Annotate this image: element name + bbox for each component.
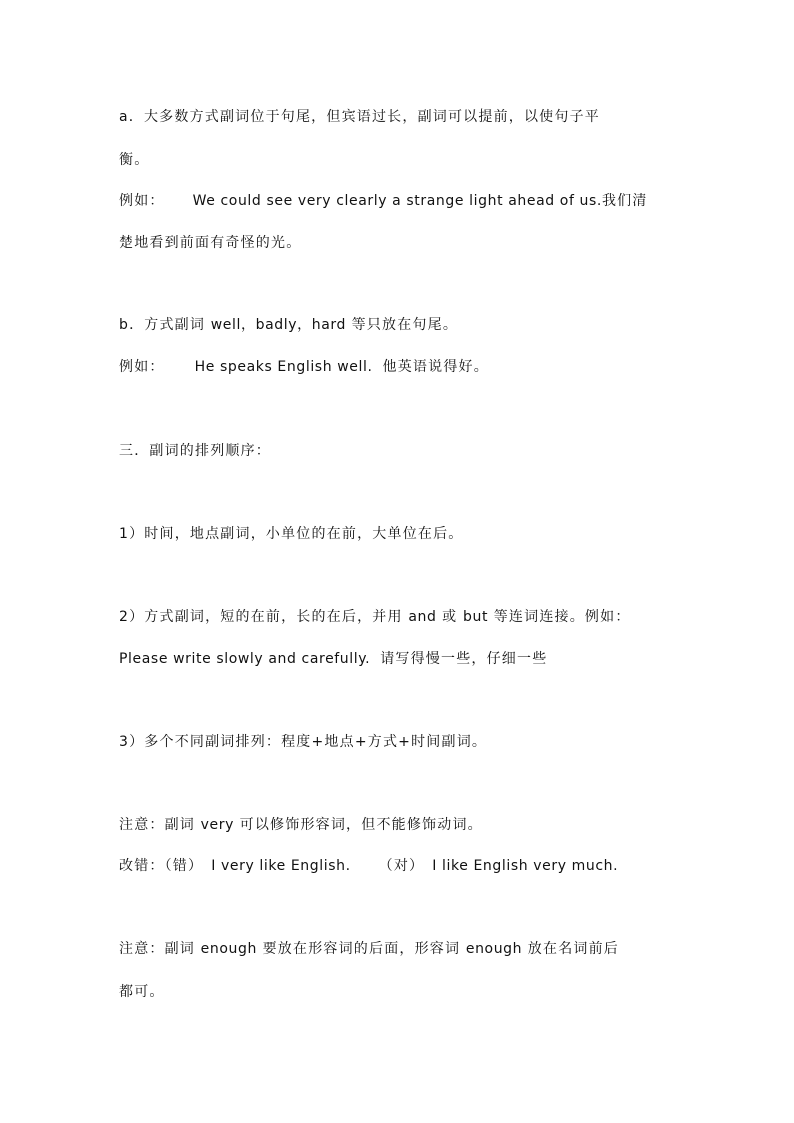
rule-1: 1）时间，地点副词，小单位的在前，大单位在后。 bbox=[119, 526, 464, 542]
section-3-heading: 三．副词的排列顺序： bbox=[119, 443, 271, 459]
right-tag: （对） bbox=[378, 858, 425, 874]
rule-2-and: and bbox=[408, 609, 437, 625]
example-chinese: 他英语说得好。 bbox=[382, 359, 489, 375]
note-2-text-a: 注意：副词 bbox=[119, 941, 201, 957]
section-b-rule bbox=[119, 315, 458, 335]
note-2-word-2: enough bbox=[465, 941, 523, 957]
note-2-text-c: 放在名词前后 bbox=[522, 941, 620, 957]
correction bbox=[119, 856, 618, 876]
section-a-line2: 衡。 bbox=[119, 152, 150, 168]
rule-2-text-b: 等连词连接。例如： bbox=[488, 609, 631, 625]
example-english: We could see very clearly a strange light ahead of us. bbox=[192, 193, 602, 209]
rule-2 bbox=[119, 607, 631, 627]
note-1-suffix: 可以修饰形容词，但不能修饰动词。 bbox=[234, 817, 483, 833]
example-label: 例如： bbox=[119, 193, 165, 209]
section-b-suffix: 等只放在句尾。 bbox=[345, 317, 459, 333]
example-label: 例如： bbox=[119, 359, 165, 375]
example-english: Please write slowly and carefully. bbox=[119, 651, 371, 667]
example-english: He speaks English well. bbox=[194, 359, 373, 375]
note-2 bbox=[119, 939, 619, 959]
example-chinese: 我们清 bbox=[601, 193, 648, 209]
note-1 bbox=[119, 815, 483, 835]
rule-2-but: but bbox=[463, 609, 489, 625]
wrong-sentence: I very like English. bbox=[211, 858, 351, 874]
section-b-example bbox=[119, 357, 489, 377]
note-2-cont: 都可。 bbox=[119, 984, 165, 1000]
note-1-prefix: 注意：副词 bbox=[119, 817, 201, 833]
note-2-text-b: 要放在形容词的后面，形容词 bbox=[256, 941, 466, 957]
note-1-word: very bbox=[200, 817, 234, 833]
example-chinese: 请写得慢一些，仔细一些 bbox=[380, 651, 548, 667]
section-a-example bbox=[119, 191, 648, 211]
wrong-tag: （错） bbox=[164, 858, 204, 874]
right-sentence: I like English very much. bbox=[432, 858, 619, 874]
rule-2-text-a: 2）方式副词，短的在前，长的在后，并用 bbox=[119, 609, 409, 625]
rule-2-or: 或 bbox=[436, 609, 464, 625]
correction-label: 改错： bbox=[119, 858, 165, 874]
rule-3: 3）多个不同副词排列：程度+地点+方式+时间副词。 bbox=[119, 734, 488, 750]
section-b-words: well，badly，hard bbox=[210, 317, 346, 333]
section-a-line1: a．大多数方式副词位于句尾，但宾语过长，副词可以提前，以使句子平 bbox=[119, 109, 600, 125]
note-2-word-1: enough bbox=[200, 941, 257, 957]
rule-2-example bbox=[119, 649, 547, 669]
section-b-prefix: b．方式副词 bbox=[119, 317, 211, 333]
section-a-example-cont: 楚地看到前面有奇怪的光。 bbox=[119, 235, 302, 251]
